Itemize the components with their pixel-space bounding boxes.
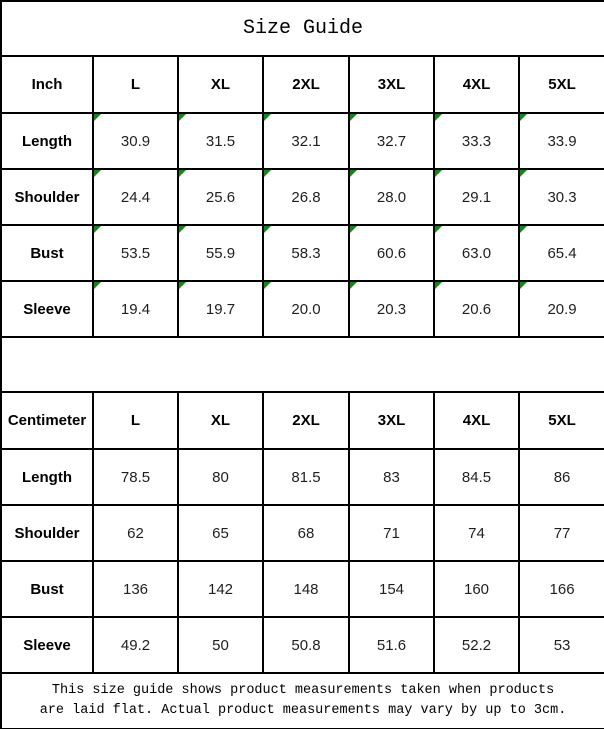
size-value-cell: 68 xyxy=(263,505,349,561)
inch-sleeve-row xyxy=(1,281,604,337)
centimeter-unit-label: Centimeter xyxy=(1,392,93,449)
inch-size-header: 3XL xyxy=(349,56,434,113)
size-value: 31.5 xyxy=(205,132,236,150)
size-value-cell: 160 xyxy=(434,561,519,617)
size-value-cell xyxy=(93,225,178,281)
cm-sleeve-row xyxy=(1,617,604,673)
cm-size-header: L xyxy=(93,392,178,449)
disclaimer-line-2: are laid flat. Actual product measurements may vary by up to 3cm. xyxy=(39,703,567,718)
inch-size-header: XL xyxy=(178,56,263,113)
inch-length-row xyxy=(1,113,604,169)
inch-size-header: L xyxy=(93,56,178,113)
row-label: Shoulder xyxy=(1,169,93,225)
size-value-cell xyxy=(93,113,178,169)
size-value: 30.3 xyxy=(547,188,577,206)
green-triangle-icon xyxy=(350,114,357,121)
size-value-cell xyxy=(434,225,519,281)
inch-size-header: 4XL xyxy=(434,56,519,113)
title-row xyxy=(1,1,604,56)
green-triangle-icon xyxy=(94,282,101,289)
size-value-cell: 166 xyxy=(519,561,604,617)
spacer-row xyxy=(1,337,604,392)
size-value: 20.3 xyxy=(376,300,407,318)
size-value: 25.6 xyxy=(205,188,236,206)
size-value-cell xyxy=(263,169,349,225)
size-value-cell: 50.8 xyxy=(263,617,349,673)
green-triangle-icon xyxy=(520,114,527,121)
cm-size-header: XL xyxy=(178,392,263,449)
inch-shoulder-row xyxy=(1,169,604,225)
cm-length-row xyxy=(1,449,604,505)
size-value-cell xyxy=(349,225,434,281)
size-value: 28.0 xyxy=(376,188,407,206)
size-value-cell xyxy=(93,281,178,337)
green-triangle-icon xyxy=(435,114,442,121)
size-value: 19.7 xyxy=(205,300,236,318)
size-value-cell: 148 xyxy=(263,561,349,617)
size-value: 55.9 xyxy=(205,244,236,262)
size-value: 63.0 xyxy=(461,244,492,262)
green-triangle-icon xyxy=(264,114,271,121)
green-triangle-icon xyxy=(264,170,271,177)
size-value-cell: 65 xyxy=(178,505,263,561)
green-triangle-icon xyxy=(179,170,186,177)
green-triangle-icon xyxy=(264,226,271,233)
size-value-cell: 74 xyxy=(434,505,519,561)
row-label: Length xyxy=(1,449,93,505)
size-value-cell: 50 xyxy=(178,617,263,673)
size-value-cell: 78.5 xyxy=(93,449,178,505)
green-triangle-icon xyxy=(435,170,442,177)
size-value: 19.4 xyxy=(120,300,151,318)
green-triangle-icon xyxy=(520,170,527,177)
size-value: 32.7 xyxy=(376,132,407,150)
row-label: Length xyxy=(1,113,93,169)
green-triangle-icon xyxy=(94,226,101,233)
size-value-cell xyxy=(178,113,263,169)
size-value-cell xyxy=(263,281,349,337)
disclaimer-note xyxy=(1,673,604,729)
green-triangle-icon xyxy=(179,226,186,233)
green-triangle-icon xyxy=(350,282,357,289)
size-value-cell: 62 xyxy=(93,505,178,561)
size-value-cell: 53 xyxy=(519,617,604,673)
size-value: 60.6 xyxy=(376,244,407,262)
size-value-cell xyxy=(519,281,604,337)
size-value-cell xyxy=(263,225,349,281)
size-value-cell: 77 xyxy=(519,505,604,561)
row-label: Bust xyxy=(1,225,93,281)
size-value: 30.9 xyxy=(120,132,151,150)
row-label: Sleeve xyxy=(1,281,93,337)
green-triangle-icon xyxy=(179,282,186,289)
inch-size-header: 5XL xyxy=(519,56,604,113)
note-row xyxy=(1,673,604,729)
size-value-cell: 154 xyxy=(349,561,434,617)
size-value-cell xyxy=(349,169,434,225)
inch-unit-label: Inch xyxy=(1,56,93,113)
size-value: 53.5 xyxy=(120,244,151,262)
size-value-cell xyxy=(178,281,263,337)
green-triangle-icon xyxy=(179,114,186,121)
cm-size-header: 3XL xyxy=(349,392,434,449)
size-value: 26.8 xyxy=(291,188,321,206)
size-value-cell: 52.2 xyxy=(434,617,519,673)
green-triangle-icon xyxy=(350,170,357,177)
size-value-cell: 80 xyxy=(178,449,263,505)
size-value: 65.4 xyxy=(547,244,577,262)
row-label: Bust xyxy=(1,561,93,617)
cm-size-header: 5XL xyxy=(519,392,604,449)
size-value-cell: 86 xyxy=(519,449,604,505)
size-value: 20.9 xyxy=(547,300,577,318)
size-value: 58.3 xyxy=(291,244,321,262)
cm-shoulder-row xyxy=(1,505,604,561)
green-triangle-icon xyxy=(264,282,271,289)
row-label: Shoulder xyxy=(1,505,93,561)
size-value-cell: 83 xyxy=(349,449,434,505)
green-triangle-icon xyxy=(94,170,101,177)
cm-size-header: 2XL xyxy=(263,392,349,449)
inch-bust-row xyxy=(1,225,604,281)
size-value-cell xyxy=(434,113,519,169)
inch-header-row xyxy=(1,56,604,113)
size-value-cell: 84.5 xyxy=(434,449,519,505)
size-value-cell xyxy=(434,169,519,225)
spacer-cell xyxy=(1,337,604,392)
page-title: Size Guide xyxy=(1,1,604,56)
cm-size-header: 4XL xyxy=(434,392,519,449)
size-value-cell: 49.2 xyxy=(93,617,178,673)
size-value: 29.1 xyxy=(461,188,492,206)
size-value-cell xyxy=(263,113,349,169)
size-value-cell xyxy=(519,113,604,169)
size-value: 24.4 xyxy=(120,188,151,206)
green-triangle-icon xyxy=(435,282,442,289)
centimeter-header-row xyxy=(1,392,604,449)
size-value: 33.9 xyxy=(547,132,577,150)
cm-bust-row xyxy=(1,561,604,617)
size-value-cell xyxy=(349,281,434,337)
size-value-cell: 81.5 xyxy=(263,449,349,505)
size-value: 32.1 xyxy=(291,132,321,150)
size-value-cell xyxy=(178,169,263,225)
disclaimer-line-1: This size guide shows product measurements taken when products xyxy=(51,682,555,698)
size-value-cell xyxy=(434,281,519,337)
green-triangle-icon xyxy=(435,226,442,233)
size-value: 20.6 xyxy=(461,300,492,318)
size-value-cell: 142 xyxy=(178,561,263,617)
green-triangle-icon xyxy=(520,282,527,289)
inch-size-header: 2XL xyxy=(263,56,349,113)
row-label: Sleeve xyxy=(1,617,93,673)
size-value-cell: 71 xyxy=(349,505,434,561)
size-value: 33.3 xyxy=(461,132,492,150)
size-value-cell xyxy=(178,225,263,281)
green-triangle-icon xyxy=(520,226,527,233)
size-value: 20.0 xyxy=(291,300,321,318)
size-value-cell: 51.6 xyxy=(349,617,434,673)
size-value-cell xyxy=(519,225,604,281)
size-value-cell: 136 xyxy=(93,561,178,617)
size-value-cell xyxy=(519,169,604,225)
size-value-cell xyxy=(349,113,434,169)
size-value-cell xyxy=(93,169,178,225)
green-triangle-icon xyxy=(350,226,357,233)
green-triangle-icon xyxy=(94,114,101,121)
